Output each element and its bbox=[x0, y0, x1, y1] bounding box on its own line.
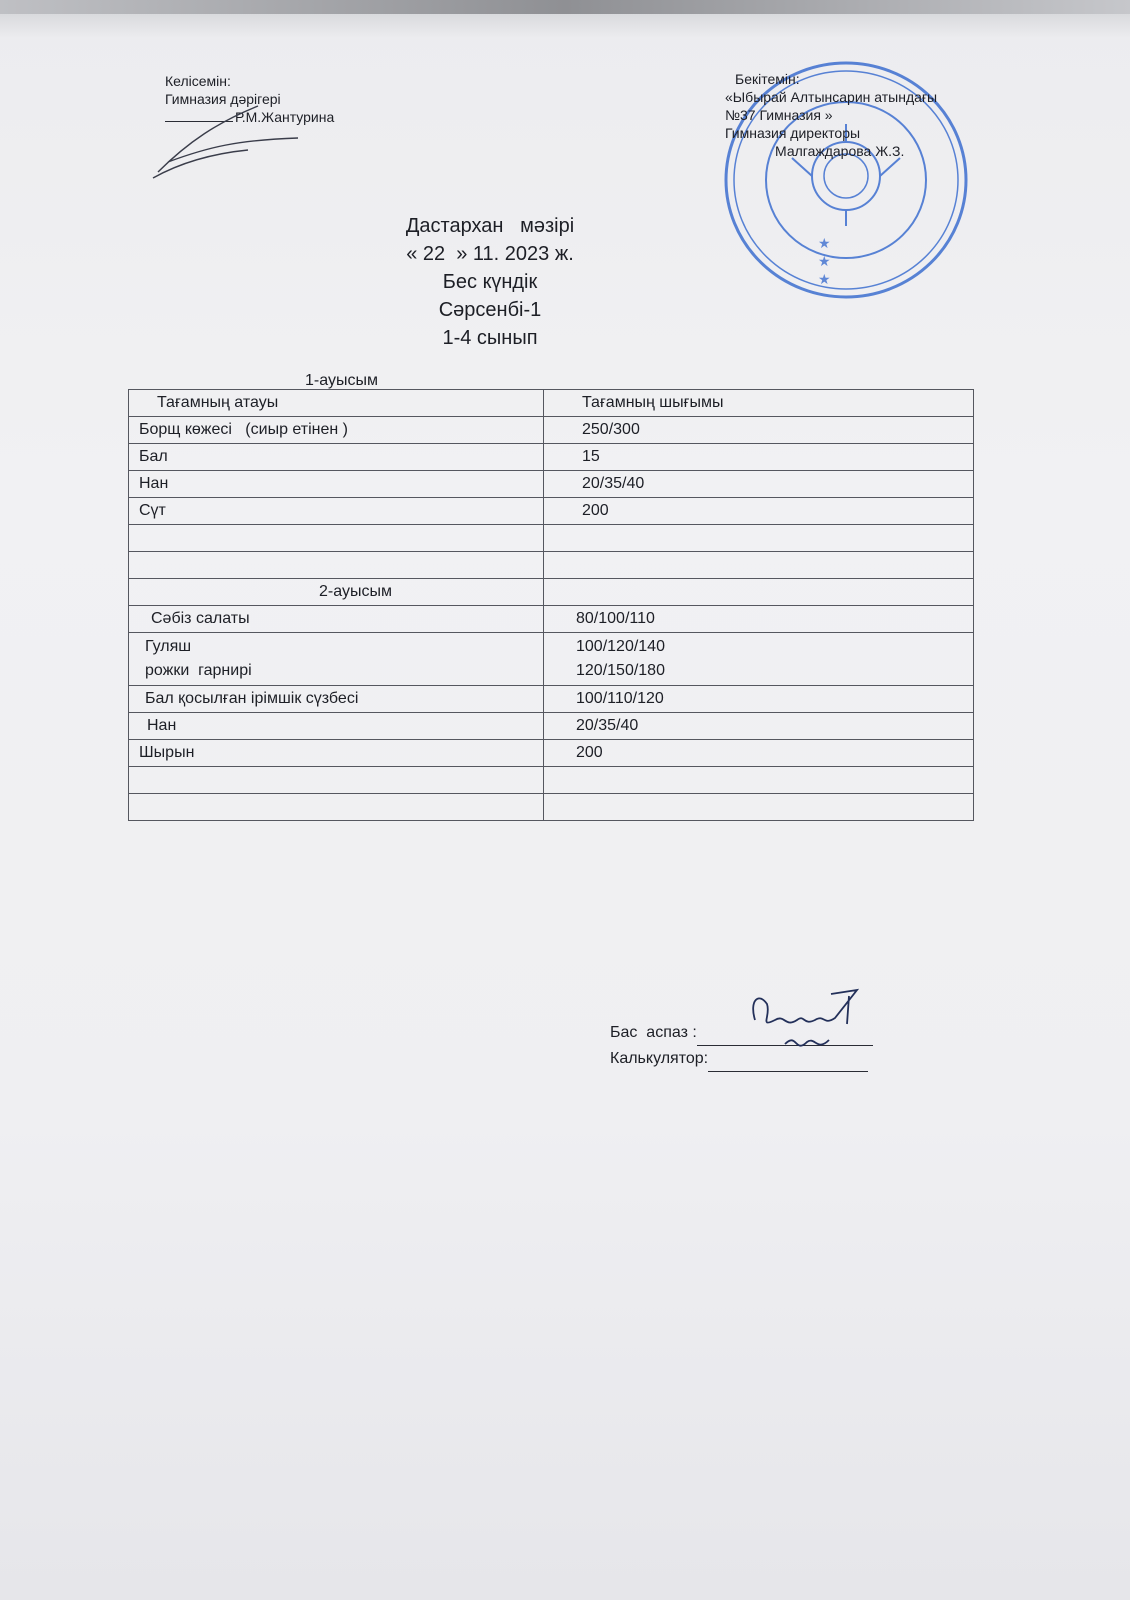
approval-right-line1: Бекітемін: bbox=[735, 71, 800, 87]
menu-table bbox=[128, 389, 974, 821]
approval-right-line3: №37 Гимназия » bbox=[725, 107, 833, 123]
dish-name: Бал bbox=[139, 448, 168, 465]
table-row bbox=[129, 417, 974, 444]
table-row-empty bbox=[129, 525, 974, 552]
dish-yield: 200 bbox=[576, 744, 603, 761]
dish-name: Гуляш bbox=[145, 638, 192, 655]
chef-signature bbox=[745, 980, 895, 1070]
dish-name: Нан bbox=[139, 475, 169, 492]
shift2-row bbox=[129, 579, 974, 606]
table-row bbox=[129, 444, 974, 471]
title-line5: 1-4 сынып bbox=[442, 327, 538, 349]
svg-text:★: ★ bbox=[818, 272, 831, 288]
calculator-label: Калькулятор: bbox=[610, 1050, 709, 1067]
shift1-label: 1-ауысым bbox=[305, 372, 378, 389]
chef-label: Бас аспаз : bbox=[610, 1024, 697, 1041]
dish-yield: 15 bbox=[582, 448, 600, 465]
title-line4: Сәрсенбі-1 bbox=[438, 299, 542, 321]
approval-right-block bbox=[725, 70, 1015, 160]
title-date: « 22 » 11. 2023 ж. bbox=[406, 243, 574, 265]
table-row bbox=[129, 740, 974, 767]
table-row-empty bbox=[129, 552, 974, 579]
doctor-signature bbox=[148, 92, 308, 182]
dish-yield: 20/35/40 bbox=[582, 475, 645, 492]
table-row bbox=[129, 633, 974, 686]
dish-yield: 200 bbox=[582, 502, 609, 519]
approval-right-line2: «Ыбырай Алтынсарин атындағы bbox=[725, 89, 938, 105]
shift2-label: 2-ауысым bbox=[319, 583, 392, 600]
table-header-row bbox=[129, 390, 974, 417]
calculator-signature-line bbox=[708, 1071, 868, 1072]
table-row-empty bbox=[129, 767, 974, 794]
title-line3: Бес күндік bbox=[442, 271, 538, 293]
table-row bbox=[129, 471, 974, 498]
approval-left-line3: Р.М.Жантурина bbox=[235, 109, 335, 125]
approval-left-line2: Гимназия дәрігері bbox=[165, 91, 281, 107]
header-name: Тағамның атауы bbox=[157, 394, 279, 411]
table-row bbox=[129, 713, 974, 740]
dish-name: Сәбіз салаты bbox=[151, 610, 250, 627]
approval-left-line1: Келісемін: bbox=[165, 73, 231, 89]
header-yield: Тағамның шығымы bbox=[582, 394, 724, 411]
table-row bbox=[129, 686, 974, 713]
approval-right-line5: Малгаждарова Ж.З. bbox=[775, 143, 905, 159]
dish-yield-b: 120/150/180 bbox=[576, 662, 665, 679]
table-row bbox=[129, 498, 974, 525]
top-edge-strip bbox=[0, 0, 1130, 14]
top-edge-shadow bbox=[0, 14, 1130, 38]
title-line1: Дастархан мәзірі bbox=[405, 215, 575, 237]
table-row-empty bbox=[129, 794, 974, 821]
dish-yield: 250/300 bbox=[582, 421, 640, 438]
dish-yield: 100/120/140 bbox=[576, 638, 665, 655]
dish-yield: 100/110/120 bbox=[576, 690, 664, 707]
svg-text:★: ★ bbox=[818, 254, 831, 270]
document-title bbox=[340, 212, 640, 352]
approval-right-line4: Гимназия директоры bbox=[725, 125, 861, 141]
svg-text:★: ★ bbox=[818, 236, 831, 252]
dish-yield: 20/35/40 bbox=[576, 717, 639, 734]
dish-name: Шырын bbox=[139, 744, 195, 761]
dish-name: Сүт bbox=[139, 502, 166, 519]
table-row bbox=[129, 606, 974, 633]
dish-yield: 80/100/110 bbox=[576, 610, 655, 627]
dish-name: Нан bbox=[147, 717, 177, 734]
dish-name-b: рожки гарнирі bbox=[145, 662, 252, 679]
dish-name: Бал қосылған ірімшік сүзбесі bbox=[145, 690, 359, 707]
dish-name: Борщ көжесі (сиыр етінен ) bbox=[139, 421, 348, 438]
